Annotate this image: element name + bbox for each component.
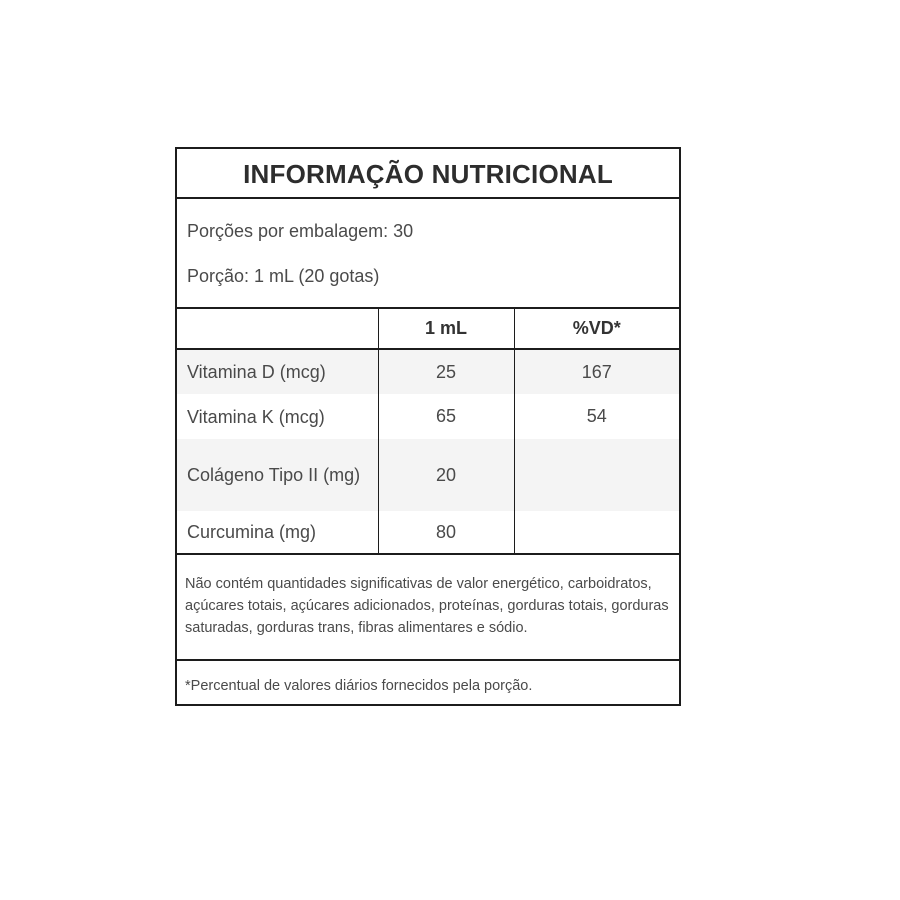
nutrient-name: Vitamina K (mcg) xyxy=(187,406,325,427)
daily-value-footnote: *Percentual de valores diários fornecidos pela porção. xyxy=(185,678,533,694)
nutrient-amount: 25 xyxy=(378,349,514,394)
nutrition-facts-panel xyxy=(175,147,681,706)
nutrient-name: Colágeno Tipo II (mg) xyxy=(177,439,378,511)
servings-per-package: Porções por embalagem: 30 xyxy=(187,221,414,241)
nutrition-title: INFORMAÇÃO NUTRICIONAL xyxy=(177,149,679,199)
servings-section xyxy=(177,199,679,309)
nutrient-amount: 80 xyxy=(378,511,514,553)
disclaimer-text: Não contém quantidades significativas de valor energético, carboidratos, açúcares totais, açúcares adicionados, proteínas, gorduras totais, gorduras saturadas, gorduras trans, fibras alimentares e sódio. xyxy=(177,553,679,661)
nutrient-dv: 54 xyxy=(514,394,679,439)
header-nutrient xyxy=(177,309,378,349)
header-daily-value: %VD* xyxy=(514,309,679,349)
nutrient-dv xyxy=(514,439,679,511)
table-row xyxy=(177,511,679,553)
serving-size: Porção: 1 mL (20 gotas) xyxy=(187,266,380,286)
nutrient-name: Vitamina D (mcg) xyxy=(177,349,378,394)
nutrient-dv xyxy=(514,511,679,553)
table-header-row xyxy=(177,309,679,349)
table-row xyxy=(177,349,679,394)
nutrient-dv: 167 xyxy=(514,349,679,394)
nutrition-table xyxy=(177,309,679,553)
table-row xyxy=(177,439,679,511)
nutrient-name: Curcumina (mg) xyxy=(187,522,317,542)
nutrient-amount: 65 xyxy=(378,394,514,439)
nutrient-amount: 20 xyxy=(378,439,514,511)
header-amount: 1 mL xyxy=(378,309,514,349)
table-row xyxy=(177,394,679,439)
